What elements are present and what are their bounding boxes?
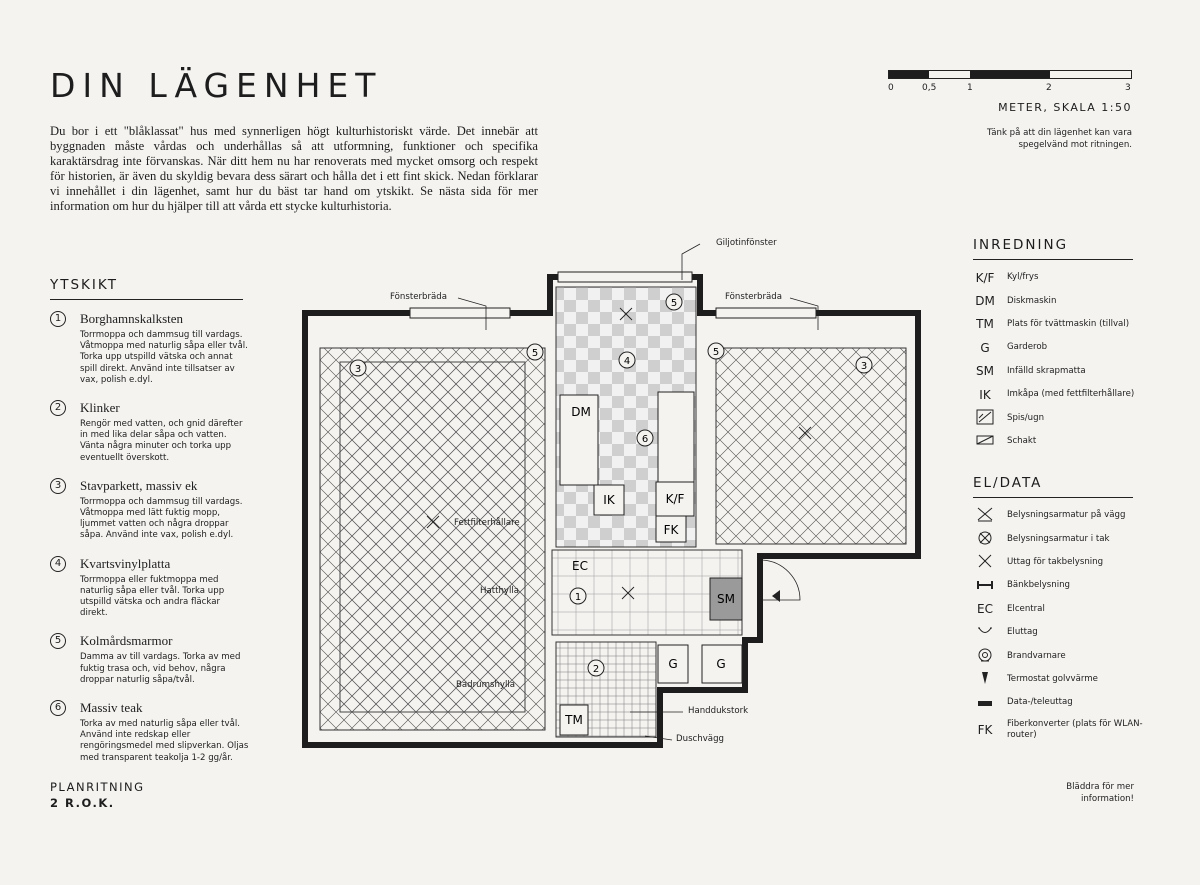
legend-label: Termostat golvvärme: [1007, 673, 1098, 684]
scale-tick: 3: [1125, 83, 1131, 93]
legend-code: EC: [977, 602, 993, 617]
code-kf: K/F: [665, 492, 685, 506]
scale-note: Tänk på att din lägenhet kan vara spegelvänd mot ritningen.: [987, 128, 1132, 150]
intro-text: Du bor i ett "blåklassat" hus med synnerligen högt kulturhistoriskt värde. Det innebär att byggnaden måste vårdas och underhållas så att utformning, funktioner och specifika karaktärsdrag inte förvanskas. När ditt hem nu har renoverats med mycket omsorg och respekt för historien, är även du skyldig bevara dess särart och hålla det i ett fint skick. Nedan förklarar vi innehållet i din lägenhet, samt hur du bäst tar hand om ytskikt. Se nästa sida för mer information om hur du hjälper till att vårda ett stycke kulturhistoria.: [50, 124, 538, 213]
ytskikt-title: Kvartsvinylplatta: [80, 555, 171, 571]
legend-code: DM: [975, 294, 995, 309]
legend-label: Infälld skrapmatta: [1007, 365, 1086, 376]
label-duschvagg: Duschvägg: [676, 734, 724, 744]
legend-label: Plats för tvättmaskin (tillval): [1007, 318, 1130, 329]
label-fonsterbrada-left: Fönsterbräda: [390, 292, 447, 302]
scale-tick: 0: [888, 83, 894, 93]
page-title: DIN LÄGENHET: [50, 66, 383, 105]
label-badrumshylla: Badrumshylla: [456, 680, 516, 690]
code-ik: IK: [603, 493, 615, 507]
floor-num: 5: [712, 347, 720, 358]
legend-label: Uttag för takbelysning: [1007, 556, 1104, 567]
scale-tick: 0,5: [922, 83, 937, 93]
scale-tick: 1: [967, 83, 973, 93]
legend-label: Eluttag: [1007, 627, 1038, 638]
legend-label: Garderob: [1007, 342, 1048, 353]
floor-num: 3: [354, 364, 362, 375]
legend-label: Diskmaskin: [1007, 295, 1057, 306]
legend-label: Imkåpa (med fettfilterhållare): [1007, 389, 1135, 400]
floor-num: 1: [574, 592, 582, 603]
eldata-heading: EL/DATA: [973, 475, 1133, 498]
code-ec: EC: [572, 559, 588, 573]
kitchen-counter-right: [658, 392, 694, 482]
legend-label: Data-/teleuttag: [1007, 697, 1073, 708]
number-badge: 3: [50, 478, 66, 494]
ytskikt-heading: YTSKIKT: [50, 277, 243, 300]
ytskikt-desc: Rengör med vatten, och gnid därefter in med lika delar såpa och vatten. Vänta några minuter och torka upp eventuellt överskott.: [80, 419, 243, 463]
ytskikt-desc: Torrmoppa och dammsug till vardags. Våtmoppa med lätt fuktig mopp, ljummet vatten och några droppar såpa. Använd inte vax, polish e.dyl.: [80, 496, 243, 541]
number-badge: 5: [50, 633, 66, 649]
code-dm: DM: [571, 405, 591, 419]
ytskikt-title: Klinker: [80, 400, 120, 416]
scale-tick: 2: [1046, 83, 1052, 93]
floor-num: 3: [860, 361, 868, 372]
legend-code: SM: [976, 364, 994, 379]
legend-label: Belysningsarmatur i tak: [1007, 533, 1110, 544]
legend-code: G: [980, 340, 990, 355]
code-g1: G: [668, 657, 678, 671]
label-handdukstork: Handdukstork: [688, 706, 749, 716]
legend-label: Fiberkonverter (plats för WLAN-router): [1007, 718, 1143, 740]
legend-label: Brandvarnare: [1007, 650, 1066, 661]
ytskikt-title: Borghamnskalksten: [80, 311, 184, 326]
label-fettfilterhallare: Fettfilterhållare: [454, 518, 520, 528]
code-g2: G: [716, 657, 726, 671]
floor-num: 5: [531, 348, 539, 359]
legend-label: Kyl/frys: [1007, 272, 1039, 283]
room-right-parquet: [716, 348, 906, 544]
plan-label-line1: PLANRITNING: [50, 780, 145, 794]
legend-label: Schakt: [1007, 435, 1037, 446]
ytskikt-desc: Torka av med naturlig såpa eller tvål. Använd inte redskap eller rengöringsmedel med slipverkan. Oljas med transparent teakolja 1-2 gg/år.: [80, 719, 249, 763]
floor-num: 4: [623, 356, 631, 367]
label-fonsterbrada-right: Fönsterbräda: [725, 292, 782, 302]
label-giljotinfonster: Giljotinfönster: [716, 238, 777, 248]
number-badge: 2: [50, 400, 66, 416]
number-badge: 6: [50, 700, 66, 716]
ytskikt-desc: Damma av till vardags. Torka av med fuktig trasa och, vid behov, några droppar naturlig såpa/tvål.: [80, 652, 241, 685]
ytskikt-title: Kolmårdsmarmor: [80, 633, 173, 649]
ytskikt-desc: Torrmoppa och dammsug till vardags. Våtmoppa med naturlig såpa eller tvål. Torka upp utspilld vätska och annat spill direkt. Använd inte tillsatser av vax, polish e.dyl.: [80, 330, 248, 385]
bladdra-note: Bläddra för mer information!: [1066, 782, 1134, 804]
scale-caption: METER, SKALA 1:50: [998, 101, 1132, 114]
window-kitchen: [558, 272, 692, 282]
floor-num: 5: [670, 298, 678, 309]
plan-label-line2: 2 R.O.K.: [50, 796, 115, 810]
legend-label: Spis/ugn: [1007, 412, 1045, 423]
code-tm: TM: [565, 713, 583, 727]
legend-code: IK: [979, 387, 991, 402]
ytskikt-desc: Torrmoppa eller fuktmoppa med naturlig såpa eller tvål. Torka upp utspilld vätska och andra fläckar direkt.: [80, 574, 225, 619]
legend-code: FK: [977, 722, 993, 737]
floor-num: 2: [592, 664, 600, 675]
inredning-heading: INREDNING: [973, 237, 1133, 260]
label-hatthylla: Hatthylla: [480, 586, 520, 596]
room-left-inner: [340, 362, 525, 712]
entrance-door: [762, 560, 800, 600]
window-left: [410, 308, 510, 318]
floor-num: 6: [641, 434, 649, 445]
ytskikt-title: Massiv teak: [80, 700, 143, 716]
code-fk: FK: [663, 523, 679, 537]
legend-code: K/F: [975, 270, 995, 285]
window-right: [716, 308, 816, 318]
legend-label: Bänkbelysning: [1007, 580, 1071, 591]
legend-code: TM: [976, 317, 994, 332]
number-badge: 1: [50, 311, 66, 327]
ytskikt-title: Stavparkett, massiv ek: [80, 477, 198, 493]
code-sm: SM: [717, 592, 735, 606]
number-badge: 4: [50, 556, 66, 572]
legend-label: Belysningsarmatur på vägg: [1007, 510, 1126, 521]
legend-label: Elcentral: [1007, 603, 1045, 614]
